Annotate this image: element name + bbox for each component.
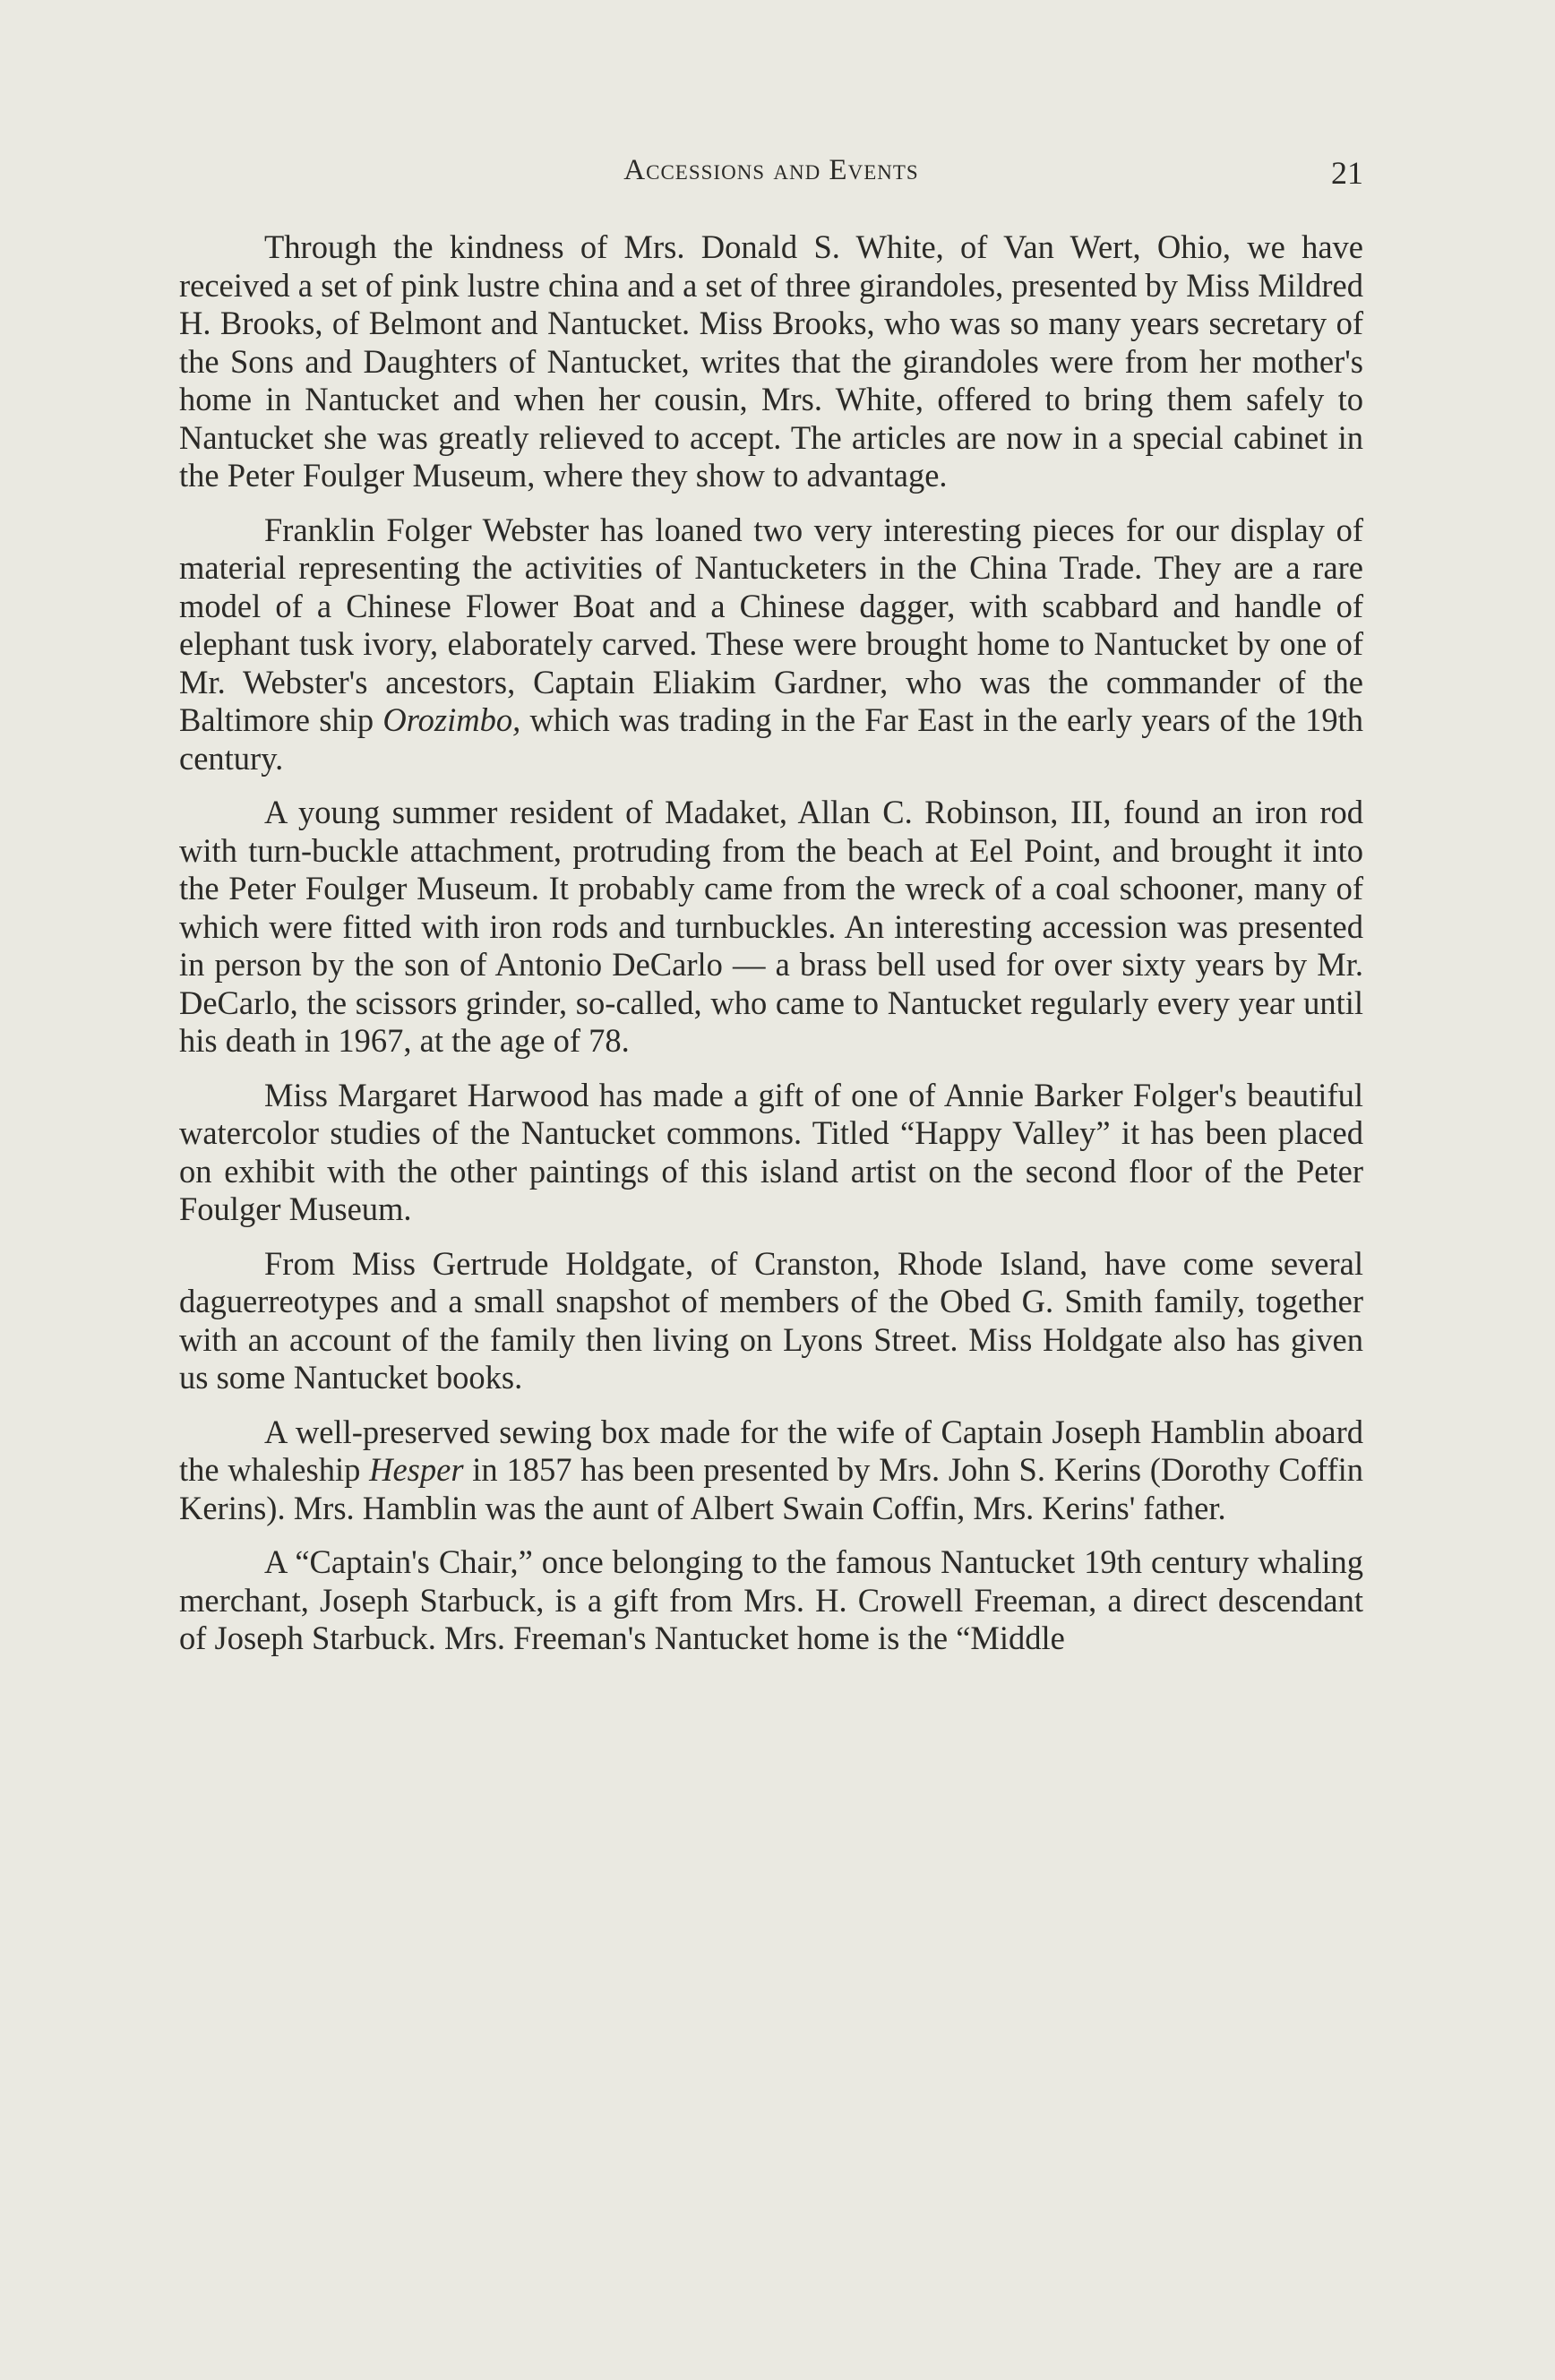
paragraph-captains-chair: A “Captain's Chair,” once belonging to the famous Nantucket 19th century whaling merchant, Joseph Starbuck, is a gift from Mrs. H. Crowell Freeman, a direct descendant of Joseph Starbuck. Mrs. Freeman's Nantucket home is the “Middle: [179, 1543, 1363, 1656]
paragraph-hamblin-sewing-box: [179, 1413, 1363, 1528]
paragraph-text: in 1857 has been presented by Mrs. John S. Kerins (Dorothy Coffin Kerins). Mrs. Hamblin was the aunt of Albert Swain Coffin, Mrs. Kerins' father.: [179, 1451, 1363, 1526]
paragraph-holdgate-daguerreotypes: From Miss Gertrude Holdgate, of Cranston, Rhode Island, have come several daguerreotypes and a small snapshot of members of the Obed G. Smith family, together with an account of the family then living on Lyons Street. Miss Holdgate also has given us some Nantucket books.: [179, 1244, 1363, 1396]
paragraph-text: A well-preserved sewing box made for the wife of Captain Joseph Hamblin aboard the whaleship: [179, 1413, 1363, 1488]
paragraph-white-girandoles: Through the kindness of Mrs. Donald S. White, of Van Wert, Ohio, we have received a set of pink lustre china and a set of three girandoles, presented by Miss Mildred H. Brooks, of Belmont and Nantucket. Miss Brooks, who was so many years secretary of the Sons and Daughters of Nantucket, writes that the girandoles were from her mother's home in Nantucket and when her cousin, Mrs. White, offered to bring them safely to Nantucket she was greatly relieved to accept. The articles are now in a special cabinet in the Peter Foulger Museum, where they show to advantage.: [179, 228, 1363, 494]
ship-name-italic: Hesper: [369, 1451, 464, 1488]
paragraph-harwood-watercolor: Miss Margaret Harwood has made a gift of one of Annie Barker Folger's beautiful watercolor studies of the Nantucket commons. Titled “Happy Valley” it has been placed on exhibit with the other paintings of this island artist on the second floor of the Peter Foulger Museum.: [179, 1076, 1363, 1227]
ship-name-italic: Orozimbo,: [382, 701, 521, 738]
running-head-title: Accessions and Events: [623, 154, 919, 186]
paragraph-webster-china-trade: [179, 511, 1363, 778]
page-number: 21: [1331, 155, 1363, 191]
paragraph-robinson-decarlo: A young summer resident of Madaket, Allan C. Robinson, III, found an iron rod with turn-buckle attachment, protruding from the beach at Eel Point, and brought it into the Peter Foulger Museum. It probably came from the wreck of a coal schooner, many of which were fitted with iron rods and turnbuckles. An interesting accession was presented in person by the son of Antonio DeCarlo — a brass bell used for over sixty years by Mr. DeCarlo, the scissors grinder, so-called, who came to Nantucket regularly every year until his death in 1967, at the age of 78.: [179, 794, 1363, 1059]
article-body: [179, 228, 1363, 1674]
paragraph-text: Franklin Folger Webster has loaned two very interesting pieces for our display of material representing the activities of Nantucketers in the China Trade. They are a rare model of a Chinese Flower Boat and a Chinese dagger, with scabbard and handle of elephant tusk ivory, elaborately carved. These were brought home to Nantucket by one of Mr. Webster's ancestors, Captain Eliakim Gardner, who was the commander of the Baltimore ship: [179, 511, 1363, 738]
paragraph-text: which was trading in the Far East in the early years of the 19th century.: [179, 701, 1364, 777]
running-header: [179, 154, 1363, 199]
